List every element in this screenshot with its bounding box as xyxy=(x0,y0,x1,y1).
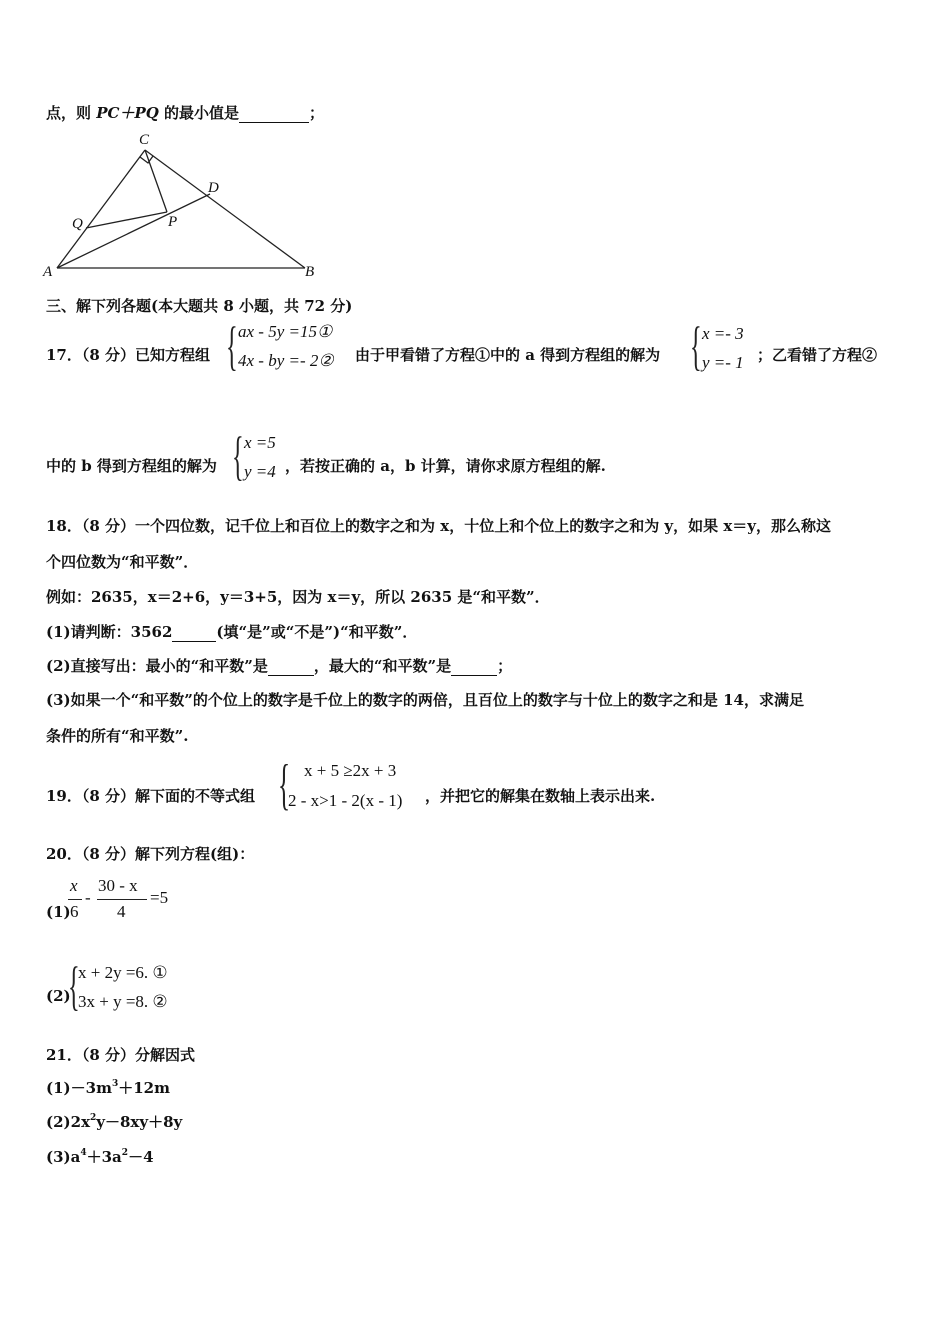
fraction-numerator: x xyxy=(70,876,78,895)
q17-solution1 xyxy=(690,316,760,380)
q18-part3-line2: 条件的所有“和平数”. xyxy=(46,727,189,745)
segment-cp xyxy=(145,150,167,212)
label-c: C xyxy=(139,132,150,148)
q18-part1-a: (1)请判断：3562 xyxy=(46,623,173,641)
q20-head: 20．（8 分）解下列方程(组)： xyxy=(46,845,255,863)
q17-sol2a: x =5 xyxy=(244,433,276,452)
q19-ineq2: 2 - x>1 - 2(x - 1) xyxy=(288,791,403,810)
brace-icon: { xyxy=(278,754,291,816)
q20-part2-label: (2) xyxy=(46,987,71,1005)
q21-part1-a: (1)－3m xyxy=(46,1079,112,1097)
brace-icon: { xyxy=(226,316,238,376)
q21-part3-a: (3)a xyxy=(46,1148,81,1166)
q20-eq1: x + 2y =6. ① xyxy=(78,963,168,982)
q18-part2-a: (2)直接写出：最小的“和平数”是 xyxy=(46,657,268,675)
answer-blank xyxy=(268,655,314,676)
minus-sign: - xyxy=(85,888,91,907)
q21-head: 21．（8 分）分解因式 xyxy=(46,1046,196,1064)
exponent: 2 xyxy=(90,1113,97,1123)
exponent: 4 xyxy=(80,1148,87,1158)
q18-part2 xyxy=(46,655,512,676)
q20-eq2: 3x + y =8. ② xyxy=(78,992,168,1011)
q17-sol1b: y =- 1 xyxy=(702,353,744,372)
q17-line2b: ，若按正确的 a，b 计算，请你求原方程组的解. xyxy=(285,457,606,475)
label-q: Q xyxy=(72,216,83,232)
q21-part2 xyxy=(46,1112,182,1132)
answer-blank xyxy=(239,102,309,123)
exponent: 2 xyxy=(121,1148,129,1158)
intro-prefix: 点，则 xyxy=(46,104,97,122)
q18-part2-c: ； xyxy=(497,657,513,675)
q21-part3-c: －4 xyxy=(128,1148,154,1166)
q17-mid: 由于甲看错了方程①中的 a 得到方程组的解为 xyxy=(355,346,661,364)
q18-part1 xyxy=(46,621,417,642)
fraction-denominator: 4 xyxy=(117,902,126,921)
segment-ac xyxy=(57,150,145,268)
q17-tail: ；乙看错了方程② xyxy=(757,346,878,364)
brace-icon: { xyxy=(690,316,702,376)
label-p: P xyxy=(168,214,178,230)
q17-solution2 xyxy=(232,426,292,490)
right-angle-mark xyxy=(140,156,153,163)
q17-eq2: 4x - by =- 2② xyxy=(238,351,334,370)
brace-icon: { xyxy=(232,426,244,486)
q17-head: 17．（8 分）已知方程组 xyxy=(46,346,211,364)
fraction-bar xyxy=(97,899,147,900)
q21-part1 xyxy=(46,1078,170,1098)
q18-line2: 个四位数为“和平数”． xyxy=(46,553,199,571)
equation-rhs: =5 xyxy=(150,888,169,907)
q17-eq1: ax - 5y =15① xyxy=(238,322,333,341)
q17-sol2b: y =4 xyxy=(244,462,276,481)
q17-line2a: 中的 b 得到方程组的解为 xyxy=(46,457,217,475)
q18-part1-b: (填“是”或“不是”)“和平数”． xyxy=(216,623,418,641)
brace-icon: { xyxy=(68,956,80,1016)
q19-tail: ，并把它的解集在数轴上表示出来. xyxy=(425,787,656,805)
q18-part3-line1: (3)如果一个“和平数”的个位上的数字是千位上的数字的两倍，且百位上的数字与十位上的数字之和是 14，求满足 xyxy=(46,691,804,709)
section-title: 三、解下列各题(本大题共 8 小题，共 72 分) xyxy=(46,297,353,315)
q17-sol1a: x =- 3 xyxy=(702,324,744,343)
q21-part2-b: y－8xy＋8y xyxy=(96,1113,183,1131)
fraction-x-over-6 xyxy=(68,876,84,924)
q20-part1-label: (1) xyxy=(46,903,71,921)
q20-system xyxy=(68,956,208,1020)
label-b: B xyxy=(305,264,315,280)
q21-part3 xyxy=(46,1147,154,1167)
q17-system xyxy=(226,316,356,380)
segment-cb xyxy=(145,150,305,268)
q21-part3-b: ＋3a xyxy=(86,1148,122,1166)
q18-example: 例如：2635，x＝2+6，y＝3+5，因为 x＝y，所以 2635 是“和平数”． xyxy=(46,588,550,606)
exponent: 3 xyxy=(111,1079,119,1089)
intro-suffix: 的最小值是 xyxy=(158,104,240,122)
fraction-denominator: 6 xyxy=(70,902,79,921)
q21-part1-b: ＋12m xyxy=(118,1079,170,1097)
q19-head: 19．（8 分）解下面的不等式组 xyxy=(46,787,256,805)
answer-blank xyxy=(172,621,216,642)
q21-part2-a: (2)2x xyxy=(46,1113,91,1131)
triangle-figure xyxy=(40,128,340,283)
q19-ineq1: x + 5 ≥2x + 3 xyxy=(304,761,397,780)
intro-expression: PC＋PQ xyxy=(96,104,159,122)
intro-line xyxy=(46,102,324,123)
label-a: A xyxy=(43,264,53,280)
fraction-bar xyxy=(68,899,82,900)
q18-part2-b: ，最大的“和平数”是 xyxy=(313,657,452,675)
fraction-30-minus-x-over-4 xyxy=(97,876,149,924)
fraction-numerator: 30 - x xyxy=(98,876,138,895)
intro-tail: ； xyxy=(309,104,325,122)
label-d: D xyxy=(208,180,219,196)
q18-line1: 18．（8 分）一个四位数，记千位上和百位上的数字之和为 x，十位上和个位上的数字之和为 y，如果 x＝y，那么称这 xyxy=(46,517,832,535)
answer-blank xyxy=(451,655,497,676)
q19-system xyxy=(278,754,428,820)
